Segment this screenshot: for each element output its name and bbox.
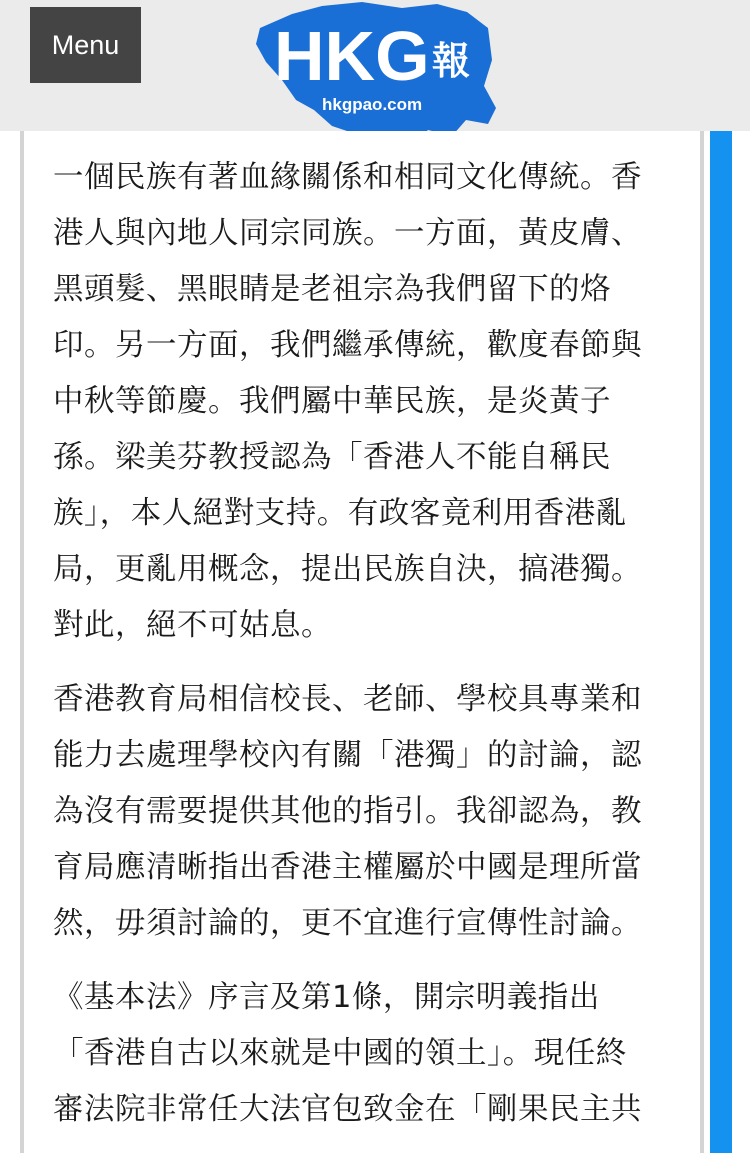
- text-line: 「香港自古以來就是中國的領土」。現任終: [53, 1036, 627, 1071]
- text-line: 黑頭髮、黑眼睛是老祖宗為我們留下的烙: [53, 272, 611, 307]
- paragraph: [53, 970, 668, 1138]
- paragraph: [53, 672, 668, 952]
- text-line: 然，毋須討論的，更不宜進行宣傳性討論。: [53, 906, 642, 941]
- text-line: 族」，本人絕對支持。有政客竟利用香港亂: [53, 496, 627, 531]
- text-line: 審法院非常任大法官包致金在「剛果民主共: [53, 1092, 642, 1127]
- site-header: [0, 0, 750, 131]
- text-line: 孫。梁美芬教授認為「香港人不能自稱民: [53, 440, 611, 475]
- text-line: 香港教育局相信校長、老師、學校具專業和: [53, 682, 642, 717]
- text-line: 《基本法》序言及第1條，開宗明義指出: [53, 980, 600, 1015]
- text-line: 港人與內地人同宗同族。一方面，黃皮膚、: [53, 216, 642, 251]
- text-line: 能力去處理學校內有關「港獨」的討論，認: [53, 738, 642, 773]
- paragraph: [53, 150, 668, 654]
- logo-letters: HKG: [274, 17, 430, 95]
- logo-domain: hkgpao.com: [322, 95, 423, 114]
- text-line: 印。另一方面，我們繼承傳統，歡度春節與: [53, 328, 642, 363]
- logo-char: 報: [432, 39, 471, 83]
- text-line: 對此，絕不可姑息。: [53, 608, 332, 643]
- text-line: 局，更亂用概念，提出民族自決，搞港獨。: [53, 552, 642, 587]
- text-line: 中秋等節慶。我們屬中華民族，是炎黃子: [53, 384, 611, 419]
- text-line: 為沒有需要提供其他的指引。我卻認為，教: [53, 794, 642, 829]
- text-line: 一個民族有著血緣關係和相同文化傳統。香: [53, 160, 642, 195]
- text-line: 育局應清晰指出香港主權屬於中國是理所當: [53, 850, 642, 885]
- hkgpao-logo[interactable]: [252, 0, 498, 150]
- scroll-rail[interactable]: [710, 131, 732, 1153]
- article-body: [53, 150, 668, 1156]
- menu-button[interactable]: Menu: [30, 7, 141, 83]
